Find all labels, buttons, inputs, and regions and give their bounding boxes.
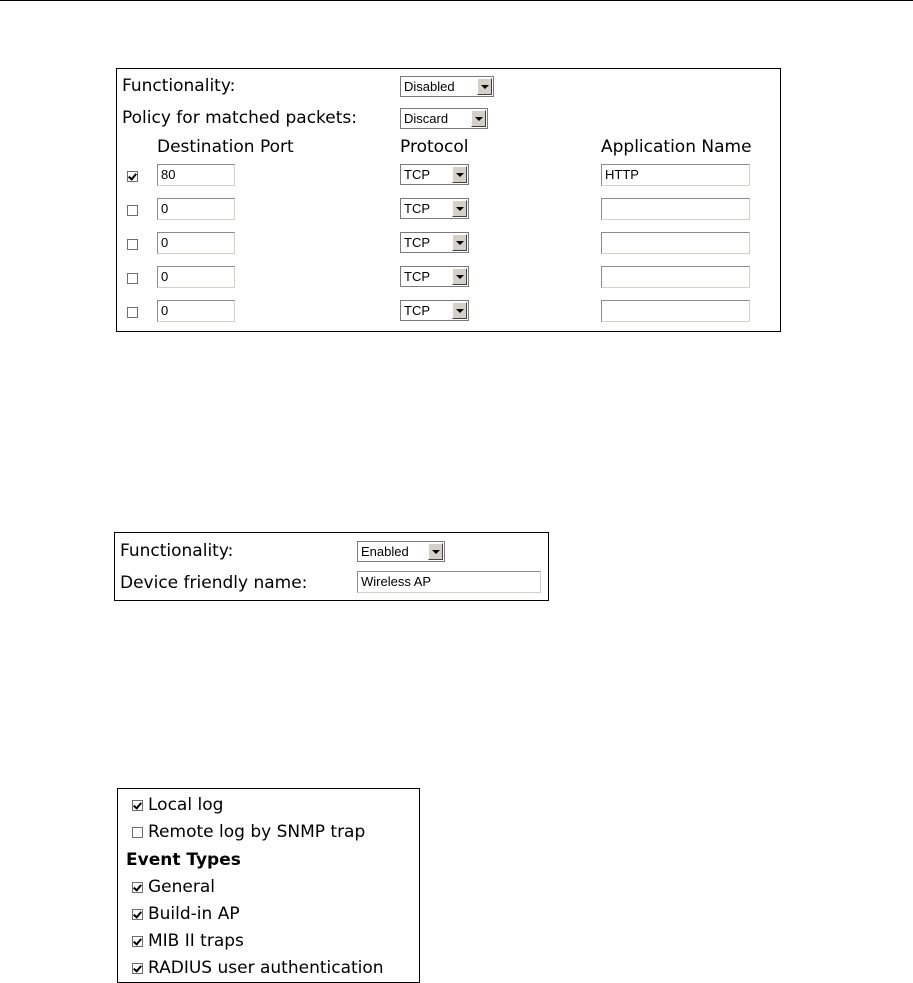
event-types-heading: Event Types bbox=[126, 850, 241, 870]
column-header-protocol: Protocol bbox=[400, 137, 469, 157]
event-build-in-ap-label: Build-in AP bbox=[148, 904, 240, 924]
dropdown-arrow-icon[interactable] bbox=[452, 234, 467, 251]
row-3-protocol-value: TCP bbox=[404, 235, 430, 250]
remote-log-label: Remote log by SNMP trap bbox=[148, 822, 366, 842]
dropdown-arrow-icon[interactable] bbox=[428, 543, 443, 560]
row-4-port-input[interactable]: 0 bbox=[157, 266, 235, 288]
row-5-port-input[interactable]: 0 bbox=[157, 300, 235, 322]
row-1-checkbox[interactable] bbox=[127, 171, 138, 182]
row-5-protocol-value: TCP bbox=[404, 303, 430, 318]
row-3-protocol-select[interactable] bbox=[400, 232, 469, 253]
device-friendly-name-label: Device friendly name: bbox=[120, 573, 308, 593]
event-radius-auth-checkbox[interactable] bbox=[132, 963, 143, 974]
dropdown-arrow-icon[interactable] bbox=[452, 166, 467, 183]
local-log-checkbox[interactable] bbox=[132, 800, 143, 811]
column-header-destination-port: Destination Port bbox=[157, 137, 294, 157]
row-3-app-name-input[interactable] bbox=[601, 232, 750, 254]
dropdown-arrow-icon[interactable] bbox=[452, 302, 467, 319]
functionality-select-value: Disabled bbox=[404, 79, 455, 94]
device-friendly-name-input[interactable]: Wireless AP bbox=[357, 571, 541, 593]
row-2-app-name-input[interactable] bbox=[601, 198, 750, 220]
functionality-label: Functionality: bbox=[122, 76, 236, 96]
dropdown-arrow-icon[interactable] bbox=[477, 78, 492, 95]
upnp-panel bbox=[114, 532, 549, 601]
row-1-port-input[interactable]: 80 bbox=[157, 164, 235, 186]
row-3-checkbox[interactable] bbox=[127, 239, 138, 250]
policy-select[interactable] bbox=[400, 108, 488, 129]
top-rule bbox=[0, 0, 913, 1]
filter-panel bbox=[116, 68, 781, 332]
upnp-functionality-select[interactable] bbox=[357, 541, 445, 562]
event-radius-auth-label: RADIUS user authentication bbox=[148, 958, 384, 978]
row-5-checkbox[interactable] bbox=[127, 307, 138, 318]
row-3-port-input[interactable]: 0 bbox=[157, 232, 235, 254]
upnp-functionality-value: Enabled bbox=[361, 544, 409, 559]
log-panel bbox=[117, 788, 420, 983]
event-general-checkbox[interactable] bbox=[132, 882, 143, 893]
row-4-app-name-input[interactable] bbox=[601, 266, 750, 288]
row-4-protocol-select[interactable] bbox=[400, 266, 469, 287]
functionality-select[interactable] bbox=[400, 76, 494, 97]
row-1-protocol-value: TCP bbox=[404, 167, 430, 182]
dropdown-arrow-icon[interactable] bbox=[471, 110, 486, 127]
event-build-in-ap-checkbox[interactable] bbox=[132, 909, 143, 920]
event-mib-ii-traps-checkbox[interactable] bbox=[132, 936, 143, 947]
policy-select-value: Discard bbox=[404, 111, 449, 126]
row-5-protocol-select[interactable] bbox=[400, 300, 469, 321]
upnp-functionality-label: Functionality: bbox=[120, 541, 234, 561]
row-2-checkbox[interactable] bbox=[127, 205, 138, 216]
dropdown-arrow-icon[interactable] bbox=[452, 268, 467, 285]
local-log-label: Local log bbox=[148, 795, 224, 815]
row-1-app-name-input[interactable]: HTTP bbox=[601, 164, 750, 186]
event-general-label: General bbox=[148, 877, 215, 897]
row-5-app-name-input[interactable] bbox=[601, 300, 750, 322]
event-mib-ii-traps-label: MIB II traps bbox=[148, 931, 244, 951]
policy-label: Policy for matched packets: bbox=[122, 108, 358, 128]
dropdown-arrow-icon[interactable] bbox=[452, 200, 467, 217]
row-2-port-input[interactable]: 0 bbox=[157, 198, 235, 220]
column-header-application-name: Application Name bbox=[601, 137, 752, 157]
row-2-protocol-value: TCP bbox=[404, 201, 430, 216]
row-4-protocol-value: TCP bbox=[404, 269, 430, 284]
row-1-protocol-select[interactable] bbox=[400, 164, 469, 185]
remote-log-checkbox[interactable] bbox=[132, 827, 143, 838]
row-4-checkbox[interactable] bbox=[127, 273, 138, 284]
row-2-protocol-select[interactable] bbox=[400, 198, 469, 219]
